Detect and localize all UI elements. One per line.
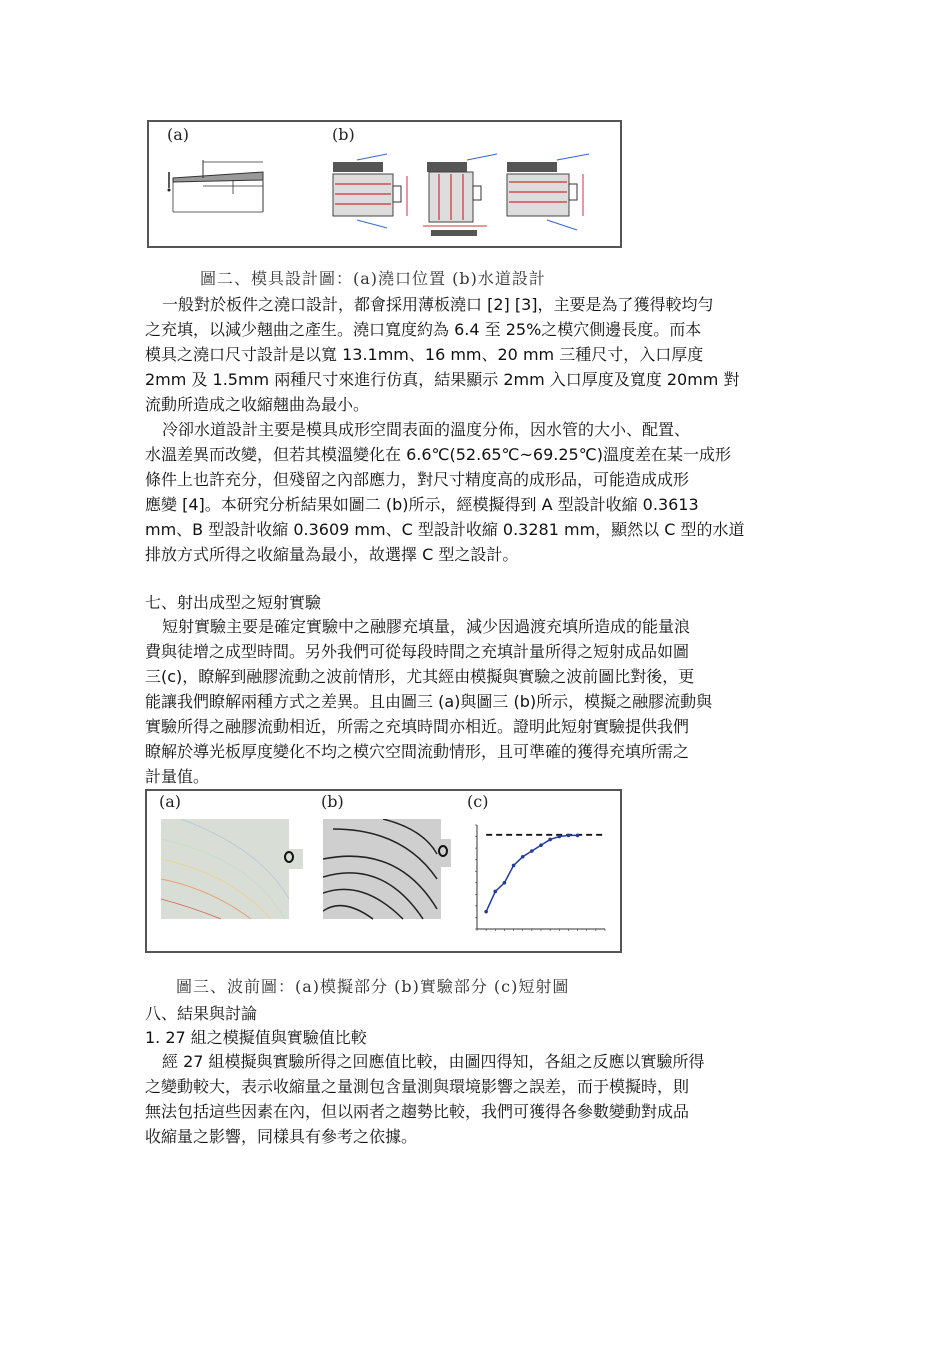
section7-line-6: 瞭解於導光板厚度變化不均之模穴空間流動情形，且可準確的獲得充填所需之 <box>145 742 690 761</box>
section8-line-4: 收縮量之影響，同樣具有參考之依據。 <box>145 1127 418 1146</box>
figure-2-panel-b-label: (b) <box>332 125 355 144</box>
figure-3-frame <box>145 789 622 953</box>
cooling-channel-drawing <box>327 150 617 242</box>
section8-line-1: 經 27 組模擬與實驗所得之回應值比較，由圖四得知，各組之反應以實驗所得 <box>162 1052 705 1071</box>
para1-line-2: 之充填，以減少翹曲之產生。澆口寬度約為 6.4 至 25%之模穴側邊長度。而本 <box>145 320 702 339</box>
figure-3-panel-b-label: (b) <box>321 792 344 811</box>
data-point <box>512 864 516 868</box>
para1-line-5: 流動所造成之收縮翹曲為最小。 <box>145 395 370 414</box>
experiment-wavefront-image <box>323 819 463 939</box>
section8-line-2: 之變動較大，表示收縮量之量測包含量測與環境影響之誤差，而于模擬時，則 <box>145 1077 690 1096</box>
data-point <box>530 849 534 853</box>
data-point <box>557 835 561 839</box>
figure-3-panel-a-label: (a) <box>159 792 182 811</box>
short-shot-chart <box>465 817 615 947</box>
para1-line-4: 2mm 及 1.5mm 兩種尺寸來進行仿真，結果顯示 2mm 入口厚度及寬度 20mm 對 <box>145 370 740 389</box>
data-point <box>493 890 497 894</box>
gate-position-drawing <box>163 152 313 237</box>
section7-line-7: 計量值。 <box>145 767 210 786</box>
para2-line-2: 水溫差異而改變，但若其模溫變化在 6.6℃(52.65℃~69.25℃)溫度差在某一成形 <box>145 445 731 464</box>
section7-line-4: 能讓我們瞭解兩種方式之差異。且由圖三 (a)與圖三 (b)所示，模擬之融膠流動與 <box>145 692 713 711</box>
section8-line-3: 無法包括這些因素在內，但以兩者之趨勢比較，我們可獲得各參數變動對成品 <box>145 1102 690 1121</box>
figure-2-frame <box>147 120 622 248</box>
series-line <box>486 835 577 911</box>
section7-line-1: 短射實驗主要是確定實驗中之融膠充填量，減少因過渡充填所造成的能量浪 <box>162 617 691 636</box>
para2-line-3: 條件上也許充分，但殘留之內部應力，對尺寸精度高的成形品，可能造成成形 <box>145 470 690 489</box>
data-point <box>521 855 525 859</box>
para1-line-1: 一般對於板件之澆口設計，都會採用薄板澆口 [2] [3]，主要是為了獲得較均勻 <box>162 295 714 314</box>
section-8-heading: 八、結果與討論 <box>145 1004 258 1023</box>
data-point <box>548 838 552 842</box>
section7-line-2: 費與徒增之成型時間。另外我們可從每段時間之充填計量所得之短射成品如圖 <box>145 642 690 661</box>
para2-line-5: mm、B 型設計收縮 0.3609 mm、C 型設計收縮 0.3281 mm，顯然以 C 型的水道 <box>145 520 745 539</box>
data-point <box>567 834 571 838</box>
para2-line-1: 冷卻水道設計主要是模具成形空間表面的溫度分佈，因水管的大小、配置、 <box>162 420 691 439</box>
para2-line-4: 應變 [4]。本研究分析結果如圖二 (b)所示，經模擬得到 A 型設計收縮 0.3613 <box>145 495 699 514</box>
section-8-subheading: 1. 27 組之模擬值與實驗值比較 <box>145 1028 367 1047</box>
section7-line-5: 實驗所得之融膠流動相近，所需之充填時間亦相近。證明此短射實驗提供我們 <box>145 717 690 736</box>
section-7-heading: 七、射出成型之短射實驗 <box>145 593 322 612</box>
section7-line-3: 三(c)，瞭解到融膠流動之波前情形，尤其經由模擬與實驗之波前圖比對後，更 <box>145 667 695 686</box>
data-point <box>484 910 488 914</box>
figure-2-panel-a-label: (a) <box>167 125 190 144</box>
data-point <box>539 843 543 847</box>
para2-line-6: 排放方式所得之收縮量為最小，故選擇 C 型之設計。 <box>145 545 519 564</box>
figure-3-caption: 圖三、波前圖：(a)模擬部分 (b)實驗部分 (c)短射圖 <box>176 977 570 996</box>
figure-2-caption: 圖二、模具設計圖：(a)澆口位置 (b)水道設計 <box>200 269 546 288</box>
data-point <box>576 834 580 838</box>
para1-line-3: 模具之澆口尺寸設計是以寬 13.1mm、16 mm、20 mm 三種尺寸，入口厚度 <box>145 345 704 364</box>
data-point <box>503 881 507 885</box>
simulation-wavefront-image <box>161 819 311 939</box>
figure-3-panel-c-label: (c) <box>467 792 489 811</box>
